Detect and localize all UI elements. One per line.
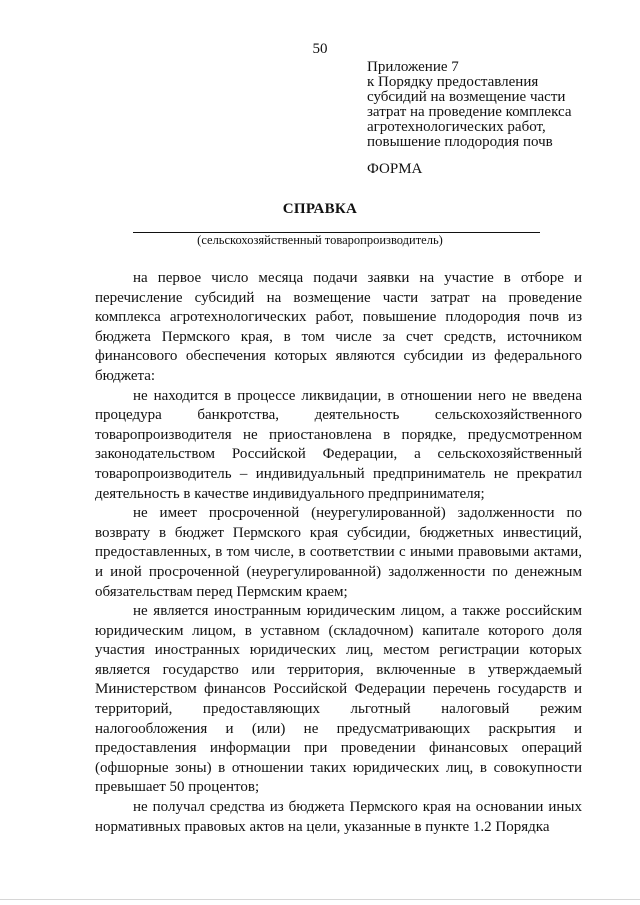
body-paragraph: не получал средства из бюджета Пермского края на основании иных нормативных правовых актов на цели, указанные в пункте 1.2 Порядка xyxy=(95,799,582,835)
form-label: ФОРМА xyxy=(367,161,423,177)
document-body xyxy=(95,269,582,837)
appendix-line: к Порядку предоставления xyxy=(367,74,539,90)
body-paragraph: не является иностранным юридическим лицом, а также российским юридическим лицом, в уставном (складочном) капитале которого доля участия иностранных юридических лиц, местом регистрации которых является государство или территория, включенные в утверждаемый Министерством финансов Российской Федерации перечень государств и территорий, предоставляющих льготный налоговый режим налогообложения и (или) не предусматривающих раскрытия и предоставления информации при проведении финансовых операций (офшорные зоны) в отношении таких юридических лиц, в совокупности превышает 50 процентов; xyxy=(95,603,582,796)
appendix-line: Приложение 7 xyxy=(367,59,459,75)
document-title: СПРАВКА xyxy=(282,201,358,217)
scan-edge-divider xyxy=(0,899,640,900)
body-paragraph: не находится в процессе ликвидации, в отношении него не введена процедура банкротства, деятельность сельскохозяйственного товаропроизводителя не приостановлена в порядке, предусмотренном законодательством Российской Федерации, а сельскохозяйственный товаропроизводитель – индивидуальный предприниматель не прекратил деятельность в качестве индивидуального предпринимателя; xyxy=(95,387,582,502)
body-paragraph: на первое число месяца подачи заявки на участие в отборе и перечисление субсидий на возмещение части затрат на проведение комплекса агротехнологических работ, повышение плодородия почв из бюджета Пермского края, в том числе за счет средств, источником финансового обеспечения которых являются субсидии из федерального бюджета: xyxy=(95,270,582,384)
appendix-line: затрат на проведение комплекса xyxy=(367,104,572,120)
page-number: 50 xyxy=(312,41,328,57)
body-paragraph: не имеет просроченной (неурегулированной) задолженности по возврату в бюджет Пермского края субсидии, бюджетных инвестиций, предоставленных, в том числе, в соответствии с иными правовыми актами, и иной просроченной (неурегулированной) задолженности по денежным обязательствам перед Пермским краем; xyxy=(95,505,582,600)
fill-in-caption: (сельскохозяйственный товаропроизводитель) xyxy=(197,233,443,247)
appendix-line: агротехнологических работ, xyxy=(367,119,546,135)
appendix-line: повышение плодородия почв xyxy=(367,134,553,150)
appendix-line: субсидий на возмещение части xyxy=(367,89,566,105)
appendix-header xyxy=(367,60,617,150)
